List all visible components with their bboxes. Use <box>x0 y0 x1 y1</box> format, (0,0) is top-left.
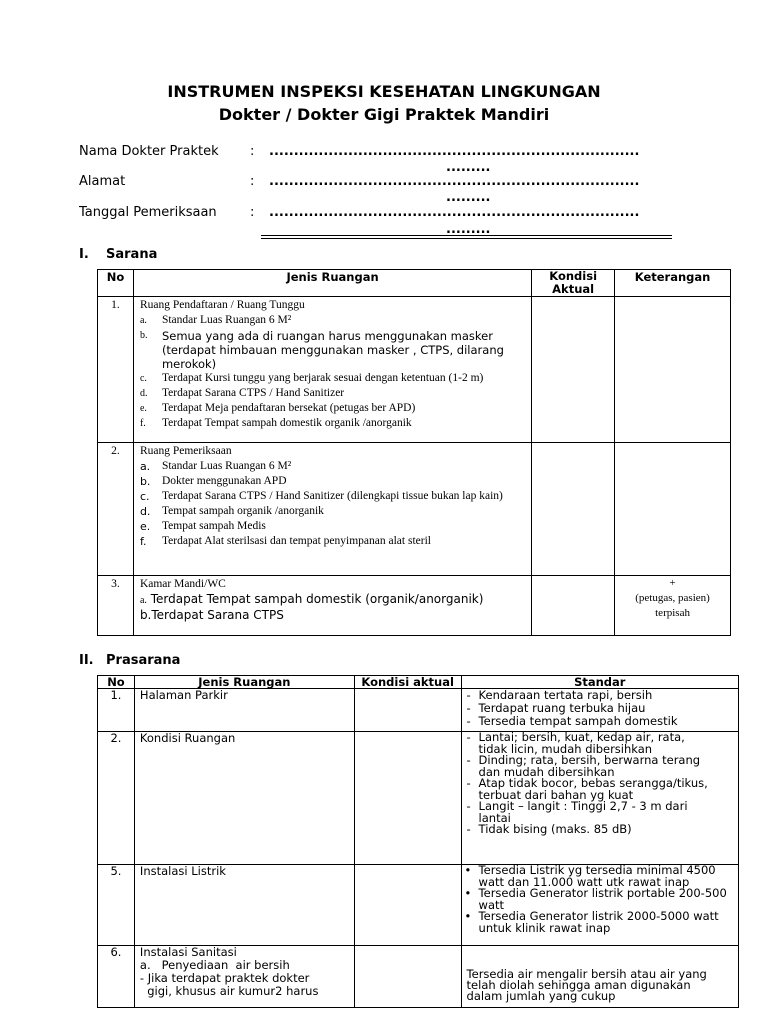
section-1-heading: Sarana <box>106 247 158 262</box>
table-header-row <box>98 676 739 689</box>
list-item: d. Tempat sampah organik /anorganik <box>139 505 324 518</box>
table-row <box>98 946 739 1008</box>
kondisi-aktual-cell[interactable] <box>354 946 461 1008</box>
table-row <box>98 732 739 865</box>
row-number: 3. <box>98 576 134 636</box>
section-1-number: I. <box>79 247 89 262</box>
prasarana-table <box>97 675 739 1008</box>
standar-item: • Tersedia Generator listrik 2000-5000 watt untuk klinik rawat inap <box>464 909 719 935</box>
divider-line <box>261 238 672 239</box>
column-header-jenis-ruangan: Jenis Ruangan <box>134 676 354 689</box>
table-header-row <box>98 270 731 297</box>
kondisi-aktual-cell[interactable] <box>354 689 461 732</box>
list-item: d. Terdapat Sarana CTPS / Hand Sanitizer <box>139 387 345 399</box>
section-2-number: II. <box>79 653 94 668</box>
field-dots-nama[interactable]: ........................................................................... <box>269 144 640 159</box>
standar-item: - Lantai; bersih, kuat, kedap air, rata, tidak licin, mudah dibersihkan <box>466 730 685 756</box>
table-row <box>98 689 739 732</box>
row-number: 5. <box>98 865 135 946</box>
sarana-table <box>97 269 731 636</box>
kondisi-aktual-cell[interactable] <box>532 297 615 443</box>
standar-item: - Langit – langit : Tinggi 2,7 - 3 m dari lantai <box>466 799 688 825</box>
field-dots-continuation: ......... <box>446 190 491 205</box>
keterangan-cell[interactable]: + (petugas, pasien) terpisah <box>615 576 731 636</box>
row-jenis: Instalasi Listrik <box>134 865 354 946</box>
kondisi-aktual-cell[interactable] <box>532 576 615 636</box>
table-row <box>98 297 731 443</box>
kondisi-aktual-cell[interactable] <box>354 732 461 865</box>
field-colon: : <box>250 205 255 220</box>
field-dots-alamat[interactable]: ........................................................................... <box>269 174 640 189</box>
row-number: 2. <box>98 732 135 865</box>
table-row <box>98 576 731 636</box>
standar-item: - Tidak bising (maks. 85 dB) <box>466 822 632 836</box>
standar-item: • Tersedia Generator listrik portable 200-500 watt <box>464 886 727 912</box>
standar-item: • Tersedia Listrik yg tersedia minimal 4500 watt dan 11.000 watt utk rawat inap <box>464 863 716 889</box>
field-label-alamat: Alamat <box>79 174 126 189</box>
list-item: a. Terdapat Tempat sampah domestik (organik/anorganik) <box>139 592 484 606</box>
standar-item: - Terdapat ruang terbuka hijau <box>466 701 646 715</box>
column-header-standar: Standar <box>461 676 738 689</box>
row-number: 1. <box>98 689 135 732</box>
standar-item: - Dinding; rata, bersih, berwarna terang dan mudah dibersihkan <box>466 753 701 779</box>
list-item: c. Terdapat Kursi tunggu yang berjarak sesuai dengan ketentuan (1-2 m) <box>139 372 484 384</box>
kondisi-aktual-cell[interactable] <box>532 443 615 576</box>
field-dots-continuation: ......... <box>446 160 491 175</box>
list-item: b. Dokter menggunakan APD <box>139 475 287 488</box>
column-header-kondisi-aktual: Kondisi Aktual <box>532 270 615 297</box>
table-row <box>98 443 731 576</box>
section-2-heading: Prasarana <box>106 653 181 668</box>
standar-item: Tersedia air mengalir bersih atau air yang telah diolah sehingga aman digunakan dalam jumlah yang cukup <box>466 967 707 1003</box>
standar-item: - Kendaraan tertata rapi, bersih <box>466 688 653 702</box>
list-item: f. Terdapat Alat sterilsasi dan tempat penyimpanan alat steril <box>139 535 431 548</box>
standar-item: - Atap tidak bocor, bebas serangga/tikus, terbuat dari bahan yg kuat <box>466 776 708 802</box>
row-number: 6. <box>98 946 135 1008</box>
column-header-no: No <box>98 676 135 689</box>
column-header-no: No <box>98 270 134 297</box>
row-jenis: Halaman Parkir <box>134 689 354 732</box>
row-title: Ruang Pendaftaran / Ruang Tunggu <box>139 299 305 311</box>
row-jenis-sub: a. Penyediaan air bersih <box>139 958 290 972</box>
divider-line <box>261 235 672 236</box>
column-header-kondisi-aktual: Kondisi aktual <box>354 676 461 689</box>
list-item: a. Standar Luas Ruangan 6 M² <box>139 460 292 473</box>
document-subtitle: Dokter / Dokter Gigi Praktek Mandiri <box>218 105 550 124</box>
row-number: 1. <box>98 297 134 443</box>
row-jenis: Instalasi Sanitasi <box>139 945 237 959</box>
field-label-tanggal: Tanggal Pemeriksaan <box>79 205 217 220</box>
list-item: b.Terdapat Sarana CTPS <box>139 608 284 622</box>
row-title: Ruang Pemeriksaan <box>139 445 232 457</box>
kondisi-aktual-cell[interactable] <box>354 865 461 946</box>
column-header-jenis-ruangan: Jenis Ruangan <box>133 270 531 297</box>
list-item: e. Tempat sampah Medis <box>139 520 266 533</box>
field-colon: : <box>250 174 255 189</box>
field-label-nama: Nama Dokter Praktek <box>79 144 219 159</box>
table-row <box>98 865 739 946</box>
standar-item: - Tersedia tempat sampah domestik <box>466 714 678 728</box>
field-dots-continuation: ......... <box>446 222 491 237</box>
row-jenis-sub: - Jika terdapat praktek dokter <box>139 971 310 985</box>
list-item: a. Standar Luas Ruangan 6 M² <box>139 314 292 326</box>
document-title: INSTRUMEN INSPEKSI KESEHATAN LINGKUNGAN <box>167 82 601 101</box>
row-jenis-sub: gigi, khusus air kumur2 harus <box>139 984 319 998</box>
list-item: b. Semua yang ada di ruangan harus menggunakan masker (terdapat himbauan menggunakan masker , CTPS, dilarang merokok) <box>139 329 504 371</box>
field-dots-tanggal[interactable]: ........................................................................... <box>269 205 640 220</box>
keterangan-cell[interactable] <box>615 297 731 443</box>
list-item: e. Terdapat Meja pendaftaran bersekat (petugas ber APD) <box>139 402 416 414</box>
row-title: Kamar Mandi/WC <box>139 578 226 590</box>
row-number: 2. <box>98 443 134 576</box>
keterangan-cell[interactable] <box>615 443 731 576</box>
field-colon: : <box>250 144 255 159</box>
row-jenis: Kondisi Ruangan <box>134 732 354 865</box>
list-item: f. Terdapat Tempat sampah domestik organik /anorganik <box>139 417 412 429</box>
column-header-keterangan: Keterangan <box>615 270 731 297</box>
list-item: c. Terdapat Sarana CTPS / Hand Sanitizer (dilengkapi tissue bukan lap kain) <box>139 490 503 503</box>
